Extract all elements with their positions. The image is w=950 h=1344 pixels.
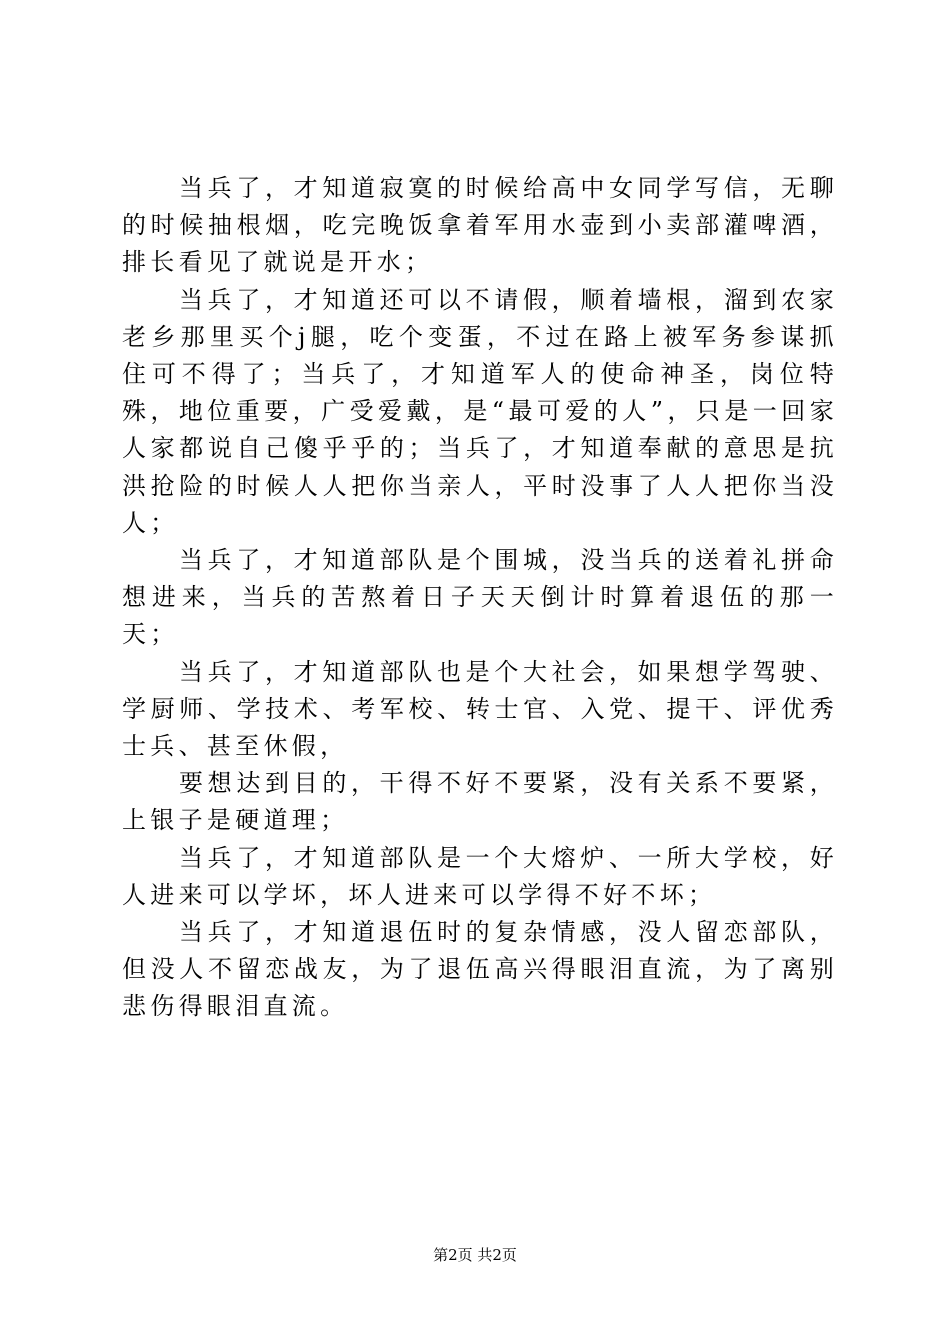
paragraph: 当兵了，才知道还可以不请假，顺着墙根，溜到农家老乡那里买个j腿，吃个变蛋，不过在路上被军务参谋抓住可不得了；当兵了，才知道军人的使命神圣，岗位特殊，地位重要，广受爱戴，是“最可爱的人”，只是一回家人家都说自己傻乎乎的；当兵了，才知道奉献的意思是抗洪抢险的时候人人把你当亲人，平时没事了人人把你当没人；: [122, 285, 838, 537]
paragraph: 当兵了，才知道寂寞的时候给高中女同学写信，无聊的时候抽根烟，吃完晚饭拿着军用水壶到小卖部灌啤酒，排长看见了就说是开水；: [122, 174, 838, 277]
paragraph: 当兵了，才知道退伍时的复杂情感，没人留恋部队，但没人不留恋战友，为了退伍高兴得眼泪直流，为了离别悲伤得眼泪直流。: [122, 918, 838, 1021]
paragraph: 当兵了，才知道部队也是个大社会，如果想学驾驶、学厨师、学技术、考军校、转士官、入党、提干、评优秀士兵、甚至休假，: [122, 657, 838, 761]
paragraph: 当兵了，才知道部队是一个大熔炉、一所大学校，好人进来可以学坏，坏人进来可以学得不好不坏；: [122, 843, 838, 909]
page-number-footer: 第2页 共2页: [433, 1246, 517, 1264]
document-body: [122, 170, 838, 1026]
paragraph: 当兵了，才知道部队是个围城，没当兵的送着礼拼命想进来，当兵的苦熬着日子天天倒计时算着退伍的那一天；: [122, 546, 838, 649]
paragraph: 要想达到目的，干得不好不要紧，没有关系不要紧，上银子是硬道理；: [122, 769, 838, 835]
